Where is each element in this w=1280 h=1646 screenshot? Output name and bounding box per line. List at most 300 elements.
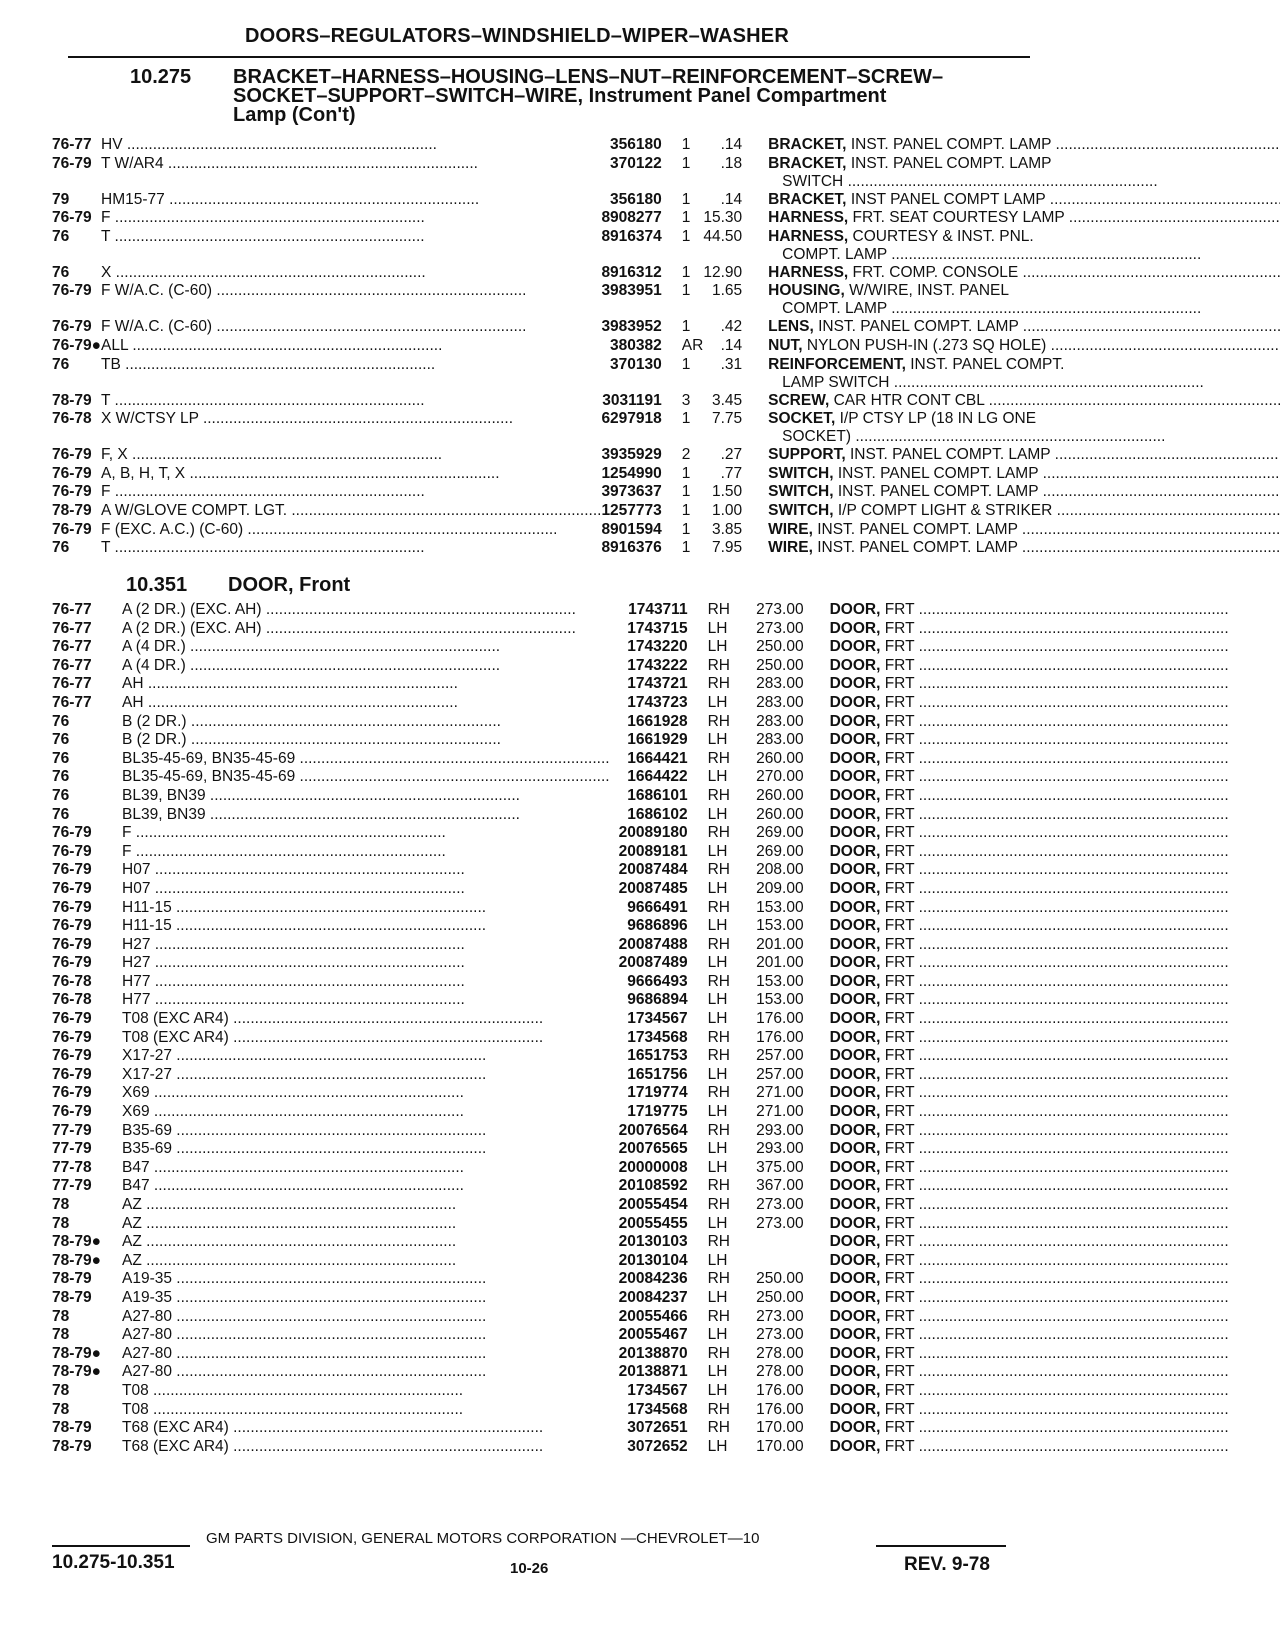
model-cell xyxy=(122,1066,610,1085)
price-cell: 283.00 xyxy=(756,675,804,693)
price-cell: 293.00 xyxy=(756,1121,804,1139)
description-text: FRT. COMP. CONSOLE ..... xyxy=(853,264,1280,281)
price-cell xyxy=(742,1233,830,1252)
part-number-cell: 3973637 xyxy=(601,483,662,501)
year-cell: 76-79● xyxy=(52,336,102,354)
table-row xyxy=(52,392,1280,411)
part-number-cell: 370130 xyxy=(610,355,662,373)
table-row xyxy=(52,1159,1229,1178)
price-cell: 208.00 xyxy=(756,861,804,879)
description-text: FRT ..... xyxy=(885,1363,1229,1380)
year-cell: 76-79 xyxy=(52,842,92,860)
description-text: FRT ..... xyxy=(885,1084,1229,1101)
part-name: NUT, xyxy=(768,336,803,354)
price-cell: 7.95 xyxy=(711,539,743,557)
part-name: DOOR, xyxy=(829,675,881,693)
description-text: INST. PANEL COMPT. LAMP xyxy=(850,154,1052,172)
table-row xyxy=(52,465,1280,484)
model-text: X17-27 ..... xyxy=(122,1047,486,1064)
price-cell: 170.00 xyxy=(756,1437,804,1455)
description-text: FRT ..... xyxy=(885,1233,1229,1250)
model-text: AZ ..... xyxy=(122,1196,456,1213)
part-name: HARNESS, xyxy=(768,227,849,245)
model-cell xyxy=(122,1047,610,1066)
table-row xyxy=(52,620,1229,639)
model-cell xyxy=(122,899,610,918)
part-name: DOOR, xyxy=(829,972,881,990)
year-cell: 76-78 xyxy=(52,410,92,428)
table-row xyxy=(52,209,1280,228)
part-number-cell: 8901594 xyxy=(601,520,662,538)
table-row xyxy=(52,228,1280,264)
description-cell xyxy=(830,713,1229,732)
description-text: INST. PANEL COMPT. LAMP ..... xyxy=(851,136,1280,153)
price-cell: 283.00 xyxy=(756,712,804,730)
table-row xyxy=(52,1382,1229,1401)
model-text: T ..... xyxy=(101,392,425,409)
description-text: I/P CTSY LP (18 IN LG ONE xyxy=(839,410,1037,428)
description-cell xyxy=(830,973,1229,992)
price-cell: 201.00 xyxy=(756,935,804,953)
part-name: WIRE, xyxy=(768,539,813,557)
part-name: DOOR, xyxy=(829,1381,881,1399)
section-number: 10.275 xyxy=(130,66,192,88)
qty-cell: LH xyxy=(707,1363,728,1381)
description-text: FRT ..... xyxy=(885,601,1229,618)
description-text: FRT ..... xyxy=(885,843,1229,860)
qty-cell: 2 xyxy=(681,446,691,464)
qty-cell: RH xyxy=(707,1177,730,1195)
model-text: A27-80 ..... xyxy=(122,1363,486,1380)
price-cell: .77 xyxy=(720,464,743,482)
description-continuation: LAMP SWITCH ..... xyxy=(768,374,1280,392)
model-cell xyxy=(122,675,610,694)
model-cell xyxy=(122,1289,610,1308)
price-cell: 3.85 xyxy=(711,520,743,538)
model-text: TB ..... xyxy=(101,356,435,373)
price-cell: 278.00 xyxy=(756,1363,804,1381)
price-cell: 271.00 xyxy=(756,1103,804,1121)
price-cell: 1.65 xyxy=(711,282,743,300)
part-number-cell: 1664422 xyxy=(627,768,688,786)
part-number-cell: 20087489 xyxy=(618,954,688,972)
year-cell: 78 xyxy=(52,1307,70,1325)
qty-cell: 1 xyxy=(681,501,691,519)
year-cell: 78 xyxy=(52,1326,70,1344)
qty-cell: RH xyxy=(707,972,730,990)
revision: REV. 9-78 xyxy=(904,1554,990,1575)
table-row xyxy=(52,1029,1229,1048)
part-number-cell: 1734567 xyxy=(627,1381,688,1399)
description-cell xyxy=(830,880,1229,899)
part-number-cell: 3031191 xyxy=(602,391,662,409)
year-cell: 76 xyxy=(52,539,70,557)
year-cell: 78-79 xyxy=(52,1288,92,1306)
model-text: A (2 DR.) (EXC. AH) ..... xyxy=(122,601,576,618)
part-number-cell: 3983952 xyxy=(601,318,662,336)
part-number-cell: 20055455 xyxy=(618,1214,688,1232)
table-row xyxy=(52,264,1280,283)
part-number-cell: 1661929 xyxy=(627,731,688,749)
part-number-cell: 20000008 xyxy=(618,1158,688,1176)
description-text: INST. PANEL COMPT. LAMP ..... xyxy=(850,446,1280,463)
table-row xyxy=(52,356,1280,392)
model-text: X69 ..... xyxy=(122,1103,464,1120)
section-title-line: SOCKET–SUPPORT–SWITCH–WIRE, Instrument Panel Compartment xyxy=(233,85,887,107)
model-text: T08 ..... xyxy=(122,1382,463,1399)
part-name: DOOR, xyxy=(829,1214,881,1232)
part-number-cell: 9686894 xyxy=(627,991,688,1009)
part-number-cell: 6297918 xyxy=(601,410,662,428)
description-text: FRT ..... xyxy=(885,1159,1229,1176)
qty-cell: LH xyxy=(707,731,728,749)
model-text: AH ..... xyxy=(122,694,458,711)
price-cell: .42 xyxy=(720,318,743,336)
year-cell: 77-79 xyxy=(52,1140,92,1158)
year-cell: 76-79 xyxy=(52,917,92,935)
year-cell: 76-79 xyxy=(52,898,92,916)
part-number-cell: 9666493 xyxy=(627,972,688,990)
price-cell: .14 xyxy=(720,190,743,208)
price-cell: 283.00 xyxy=(756,731,804,749)
description-text: FRT ..... xyxy=(885,768,1229,785)
year-cell: 76-78 xyxy=(52,991,92,1009)
part-name: SWITCH, xyxy=(768,501,834,519)
year-cell: 76-77 xyxy=(52,693,92,711)
part-name: SCREW, xyxy=(768,391,830,409)
description-text: FRT ..... xyxy=(885,1215,1229,1232)
year-cell: 76-79 xyxy=(52,1103,92,1121)
part-number-cell: 20084237 xyxy=(618,1288,688,1306)
qty-cell: RH xyxy=(707,1084,730,1102)
part-number-cell: 9666491 xyxy=(627,898,688,916)
table-row xyxy=(52,973,1229,992)
model-text: T ..... xyxy=(101,228,425,245)
description-cell xyxy=(768,502,1280,521)
qty-cell: LH xyxy=(707,954,728,972)
table-row xyxy=(52,954,1229,973)
description-cell xyxy=(830,601,1229,620)
qty-cell: RH xyxy=(707,1400,730,1418)
description-cell xyxy=(830,750,1229,769)
year-cell: 76 xyxy=(52,355,70,373)
price-cell: 273.00 xyxy=(756,1326,804,1344)
year-cell: 78-79● xyxy=(52,1233,102,1251)
model-cell xyxy=(101,191,601,210)
description-text: FRT ..... xyxy=(885,991,1229,1008)
model-text: H27 ..... xyxy=(122,936,465,953)
price-cell: 201.00 xyxy=(756,954,804,972)
model-text: T08 ..... xyxy=(122,1401,463,1418)
description-cell xyxy=(830,1419,1229,1438)
part-number-cell: 1651753 xyxy=(627,1047,688,1065)
model-text: A (4 DR.) ..... xyxy=(122,657,500,674)
description-text: FRT ..... xyxy=(885,638,1229,655)
model-text: BL39, BN39 ..... xyxy=(122,787,520,804)
part-number-cell: 8916376 xyxy=(601,539,662,557)
qty-cell: 1 xyxy=(681,227,691,245)
price-cell: 176.00 xyxy=(756,1010,804,1028)
part-name: DOOR, xyxy=(829,619,881,637)
qty-cell: 1 xyxy=(681,464,691,482)
part-name: DOOR, xyxy=(829,1084,881,1102)
year-cell: 76-77 xyxy=(52,638,92,656)
part-name: DOOR, xyxy=(829,786,881,804)
qty-cell: RH xyxy=(707,749,730,767)
model-cell xyxy=(122,1233,610,1252)
table-row xyxy=(52,1066,1229,1085)
qty-cell: LH xyxy=(707,768,728,786)
model-cell xyxy=(122,936,610,955)
table-row xyxy=(52,155,1280,191)
part-name: DOOR, xyxy=(829,1158,881,1176)
table-row xyxy=(52,502,1280,521)
qty-cell: RH xyxy=(707,1419,730,1437)
qty-cell: RH xyxy=(707,786,730,804)
model-cell xyxy=(101,136,601,155)
qty-cell: RH xyxy=(707,1047,730,1065)
part-name: DOOR, xyxy=(829,638,881,656)
part-number-cell: 3935929 xyxy=(601,446,662,464)
part-name: DOOR, xyxy=(829,656,881,674)
description-text: FRT ..... xyxy=(885,1122,1229,1139)
model-cell xyxy=(122,1438,610,1457)
qty-cell: 1 xyxy=(681,355,691,373)
part-number-cell: 1686101 xyxy=(627,786,688,804)
qty-cell: LH xyxy=(707,1158,728,1176)
description-text: FRT ..... xyxy=(885,1140,1229,1157)
table-row xyxy=(52,1215,1229,1234)
part-name: DOOR, xyxy=(829,1437,881,1455)
model-cell xyxy=(122,824,610,843)
price-cell: 273.00 xyxy=(756,1214,804,1232)
table-row xyxy=(52,483,1280,502)
model-text: F W/A.C. (C-60) ..... xyxy=(101,318,526,335)
qty-cell: RH xyxy=(707,935,730,953)
table-row xyxy=(52,1122,1229,1141)
model-text: T68 (EXC AR4) ..... xyxy=(122,1438,543,1455)
table-row xyxy=(52,750,1229,769)
price-cell: 260.00 xyxy=(756,805,804,823)
model-text: T ..... xyxy=(101,539,425,556)
model-cell xyxy=(122,973,610,992)
part-name: DOOR, xyxy=(829,1010,881,1028)
description-cell xyxy=(830,638,1229,657)
qty-cell: 1 xyxy=(681,282,691,300)
qty-cell: 1 xyxy=(681,520,691,538)
description-cell xyxy=(830,1084,1229,1103)
part-name: DOOR, xyxy=(829,954,881,972)
description-text: FRT ..... xyxy=(885,1382,1229,1399)
qty-cell: LH xyxy=(707,805,728,823)
part-number-cell: 20087488 xyxy=(618,935,688,953)
part-name: DOOR, xyxy=(829,1251,881,1269)
qty-cell: LH xyxy=(707,991,728,1009)
description-text: INST. PANEL COMPT. LAMP ..... xyxy=(838,465,1280,482)
qty-cell: LH xyxy=(707,1065,728,1083)
table-row xyxy=(52,1084,1229,1103)
description-cell xyxy=(830,1029,1229,1048)
description-text: FRT ..... xyxy=(885,1066,1229,1083)
table-row xyxy=(52,1270,1229,1289)
table-row xyxy=(52,1289,1229,1308)
part-name: DOOR, xyxy=(829,1140,881,1158)
description-cell xyxy=(768,483,1280,502)
table-row xyxy=(52,991,1229,1010)
year-cell: 76-77 xyxy=(52,675,92,693)
table-row xyxy=(52,410,1280,446)
qty-cell: LH xyxy=(707,1381,728,1399)
qty-cell: LH xyxy=(707,917,728,935)
part-name: DOOR, xyxy=(829,1363,881,1381)
price-cell: 257.00 xyxy=(756,1065,804,1083)
section-title-line: Lamp (Con't) xyxy=(233,104,356,126)
part-name: DOOR, xyxy=(829,601,881,618)
description-text: FRT ..... xyxy=(885,1103,1229,1120)
description-text: FRT ..... xyxy=(885,750,1229,767)
part-name: DOOR, xyxy=(829,1103,881,1121)
table-row xyxy=(52,917,1229,936)
qty-cell: 1 xyxy=(681,483,691,501)
description-text: FRT ..... xyxy=(885,917,1229,934)
part-name: DOOR, xyxy=(829,1326,881,1344)
part-name: DOOR, xyxy=(829,768,881,786)
year-cell: 76-79 xyxy=(52,1065,92,1083)
description-text: I/P COMPT LIGHT & STRIKER ..... xyxy=(838,502,1280,519)
description-text: FRT ..... xyxy=(885,1438,1229,1455)
part-name: DOOR, xyxy=(829,805,881,823)
year-cell: 76-79 xyxy=(52,1028,92,1046)
qty-cell: RH xyxy=(707,1344,730,1362)
table-row xyxy=(52,1010,1229,1029)
model-cell xyxy=(101,356,601,392)
model-text: H11-15 ..... xyxy=(122,899,486,916)
table-row xyxy=(52,1438,1229,1457)
year-cell: 76-79 xyxy=(52,282,92,300)
model-text: T W/AR4 ..... xyxy=(101,155,478,172)
part-name: DOOR, xyxy=(829,935,881,953)
footer-rule-right xyxy=(876,1545,1006,1547)
page-number: 10-26 xyxy=(510,1560,549,1577)
year-cell: 76-79 xyxy=(52,520,92,538)
part-number-cell: 1254990 xyxy=(601,464,662,482)
table-row xyxy=(52,880,1229,899)
part-name: DOOR, xyxy=(829,824,881,842)
model-cell xyxy=(122,1419,610,1438)
part-number-cell: 1257773 xyxy=(601,501,662,519)
year-cell: 76-79 xyxy=(52,1047,92,1065)
part-number-cell: 20084236 xyxy=(618,1270,688,1288)
year-cell: 76 xyxy=(52,768,70,786)
qty-cell: RH xyxy=(707,1307,730,1325)
model-cell xyxy=(122,1308,610,1327)
qty-cell: LH xyxy=(707,1326,728,1344)
table-row xyxy=(52,675,1229,694)
year-cell: 78-79● xyxy=(52,1363,102,1381)
year-cell: 76-77 xyxy=(52,601,92,618)
part-number-cell: 1719775 xyxy=(627,1103,688,1121)
price-cell: 278.00 xyxy=(756,1344,804,1362)
qty-cell: LH xyxy=(707,1437,728,1455)
model-cell xyxy=(101,155,601,191)
model-text: A, B, H, T, X ..... xyxy=(101,465,500,482)
description-text: FRT ..... xyxy=(885,787,1229,804)
description-cell xyxy=(830,843,1229,862)
model-cell xyxy=(122,1401,610,1420)
part-name: DOOR, xyxy=(829,1177,881,1195)
part-number-cell: 1743220 xyxy=(627,638,688,656)
description-cell xyxy=(830,1103,1229,1122)
description-cell xyxy=(830,1252,1229,1271)
model-text: H27 ..... xyxy=(122,954,465,971)
part-number-cell: 1743723 xyxy=(627,693,688,711)
part-name: SUPPORT, xyxy=(768,446,846,464)
price-cell: 273.00 xyxy=(756,601,804,618)
description-continuation: COMPT. LAMP ..... xyxy=(768,300,1280,318)
price-cell: 250.00 xyxy=(756,638,804,656)
description-text: INST. PANEL COMPT. LAMP ..... xyxy=(818,318,1280,335)
part-number-cell: 20130103 xyxy=(618,1233,688,1251)
part-name: DOOR, xyxy=(829,1419,881,1437)
part-number-cell: 1743711 xyxy=(628,601,688,618)
description-cell xyxy=(768,209,1280,228)
part-name: DOOR, xyxy=(829,1065,881,1083)
qty-cell: 1 xyxy=(681,190,691,208)
model-cell xyxy=(101,392,601,411)
section-title-line: BRACKET–HARNESS–HOUSING–LENS–NUT–REINFORCEMENT–SCREW– xyxy=(233,66,944,88)
price-cell: 269.00 xyxy=(756,842,804,860)
part-number-cell: 370122 xyxy=(610,154,662,172)
qty-cell: LH xyxy=(707,638,728,656)
description-text: FRT ..... xyxy=(885,1289,1229,1306)
part-name: BRACKET, xyxy=(768,136,847,153)
description-cell xyxy=(768,191,1280,210)
part-name: SWITCH, xyxy=(768,483,834,501)
price-cell: 250.00 xyxy=(756,1288,804,1306)
year-cell: 76-79 xyxy=(52,861,92,879)
model-text: B (2 DR.) ..... xyxy=(122,731,501,748)
description-text: FRT ..... xyxy=(885,1010,1229,1027)
description-cell xyxy=(830,787,1229,806)
description-cell xyxy=(830,1438,1229,1457)
part-number-cell: 20089181 xyxy=(618,842,688,860)
header-rule xyxy=(68,56,1030,58)
model-text: X ..... xyxy=(101,264,426,281)
description-cell xyxy=(830,1215,1229,1234)
model-text: A W/GLOVE COMPT. LGT. ..... xyxy=(101,502,601,519)
qty-cell: 1 xyxy=(681,263,691,281)
part-name: REINFORCEMENT, xyxy=(768,355,906,373)
year-cell: 76 xyxy=(52,805,70,823)
part-name: DOOR, xyxy=(829,1400,881,1418)
model-cell xyxy=(122,1196,610,1215)
model-cell xyxy=(122,1159,610,1178)
description-text: FRT ..... xyxy=(885,1419,1229,1436)
table-row xyxy=(52,824,1229,843)
price-cell: 153.00 xyxy=(756,972,804,990)
qty-cell: RH xyxy=(707,1270,730,1288)
year-cell: 78 xyxy=(52,1214,70,1232)
part-name: HARNESS, xyxy=(768,209,849,227)
description-text: INST. PANEL COMPT. xyxy=(910,355,1065,373)
description-text: FRT ..... xyxy=(885,1308,1229,1325)
part-number-cell: 20089180 xyxy=(618,824,688,842)
description-text: FRT. SEAT COURTESY LAMP ..... xyxy=(853,209,1280,226)
qty-cell: LH xyxy=(707,1288,728,1306)
model-cell xyxy=(101,282,601,318)
model-cell xyxy=(122,787,610,806)
description-cell xyxy=(768,356,1280,392)
